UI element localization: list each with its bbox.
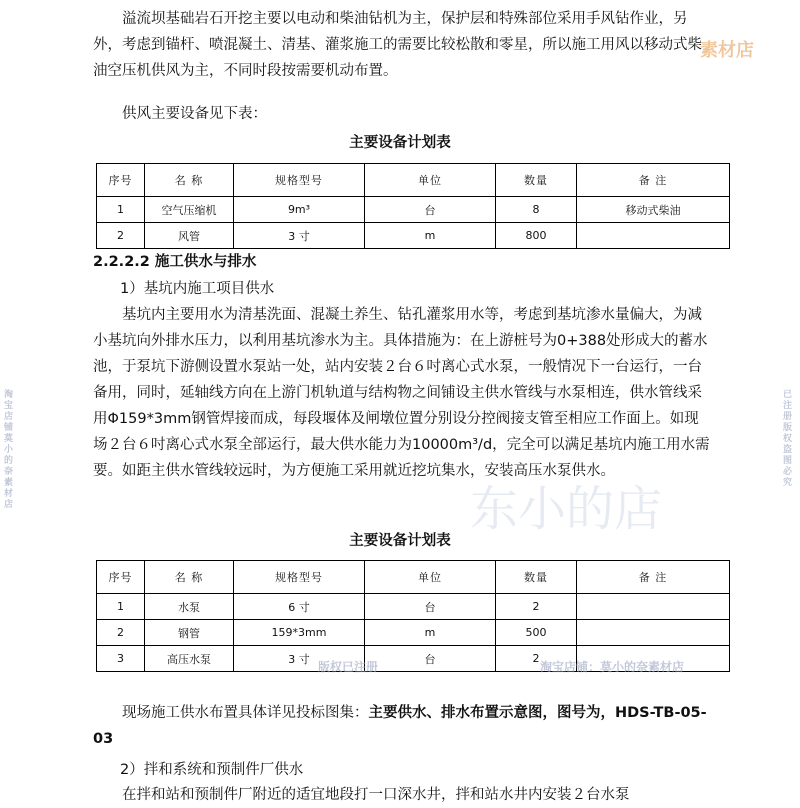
cell: 500: [496, 620, 577, 646]
cell: 3: [97, 646, 145, 672]
col-header: 数量: [496, 561, 577, 594]
col-header: 序号: [97, 561, 145, 594]
cell: m: [365, 620, 496, 646]
col-header: 单位: [365, 561, 496, 594]
table-header-row: [97, 164, 730, 197]
cell: 水泵: [145, 594, 234, 620]
reference-drawing-title: 主要供水、排水布置示意图，图号为，HDS-TB-05-03: [93, 705, 707, 747]
table-row: [97, 620, 730, 646]
cell: 2: [496, 594, 577, 620]
cell: 2: [97, 223, 145, 249]
table-header-row: [97, 561, 730, 594]
cell: 2: [496, 646, 577, 672]
paragraph-mixing-plant-supply: 在拌和站和预制件厂附近的适宜地段打一口深水井，拌和站水井内安装２台水泵: [122, 787, 630, 803]
equipment-table-water: [96, 560, 730, 672]
col-header: 单位: [365, 164, 496, 197]
cell: 钢管: [145, 620, 234, 646]
col-header: 数量: [496, 164, 577, 197]
cell: 2: [97, 620, 145, 646]
paragraph-air-supply: 溢流坝基础岩石开挖主要以电动和柴油钻机为主，保护层和特殊部位采用手风钻作业，另外，考虑到锚杆、喷混凝土、清基、灌浆施工的需要比较松散和零星，所以施工用风以移动式柴油空压机供风为主，不同时段按需要机动布置。: [93, 11, 702, 79]
cell: 空气压缩机: [145, 197, 234, 223]
cell: 1: [97, 594, 145, 620]
col-header: 备 注: [577, 164, 730, 197]
watermark-mid-1: 版权已注册: [318, 660, 379, 674]
watermark-mid-2: 淘宝店铺：莫小的奈素材店: [540, 660, 685, 674]
col-header: 规格型号: [234, 561, 365, 594]
cell: 159*3mm: [234, 620, 365, 646]
watermark-top: 素材店: [700, 40, 754, 61]
col-header: 名 称: [145, 164, 234, 197]
table-row: [97, 594, 730, 620]
cell: 6 寸: [234, 594, 365, 620]
cell: 台: [365, 646, 496, 672]
table-row: [97, 646, 730, 672]
watermark-side-left: 淘宝店铺 莫小的奈素材店: [4, 390, 14, 510]
cell: 3 寸: [234, 646, 365, 672]
table2-title: 主要设备计划表: [349, 533, 451, 549]
watermark-side-right: 已注册版权 盗图必究: [783, 390, 793, 488]
subsection-heading: 2）拌和系统和预制件厂供水: [120, 762, 304, 778]
equipment-table-air: [96, 163, 730, 249]
cell: 800: [496, 223, 577, 249]
col-header: 规格型号: [234, 164, 365, 197]
section-heading: 2.2.2.2 施工供水与排水: [93, 254, 257, 270]
cell: m: [365, 223, 496, 249]
cell: 1: [97, 197, 145, 223]
table-row: [97, 197, 730, 223]
cell: 8: [496, 197, 577, 223]
cell: [577, 620, 730, 646]
table1-title: 主要设备计划表: [349, 135, 451, 151]
cell: 台: [365, 594, 496, 620]
subsection-heading: 1）基坑内施工项目供水: [120, 281, 275, 297]
background-watermark: 东小的店: [470, 481, 663, 537]
cell: 台: [365, 197, 496, 223]
col-header: 名 称: [145, 561, 234, 594]
cell: 风管: [145, 223, 234, 249]
cell: [577, 223, 730, 249]
paragraph-pit-water-supply: 基坑内主要用水为清基洗面、混凝土养生、钻孔灌浆用水等，考虑到基坑渗水量偏大，为减小基坑向外排水压力，以利用基坑渗水为主。具体措施为：在上游桩号为0+388处形成大的蓄水池，于泵坑下游侧设置水泵站一处，站内安装２台６吋离心式水泵，一般情况下一台运行，一台备用，同时，延轴线方向在上游门机轨道与结构物之间铺设主供水管线与水泵相连，供水管线采用Φ159*3mm钢管焊接而成，每段堰体及闸墩位置分别设分控阀接支管至相应工作面上。如现场２台６吋离心式水泵全部运行，最大供水能力为10000m³/d，完全可以满足基坑内施工用水需要。如距主供水管线较远时，为方便施工采用就近挖坑集水，安装高压水泵供水。: [93, 307, 710, 479]
cell: [577, 646, 730, 672]
cell: 移动式柴油: [577, 197, 730, 223]
col-header: 序号: [97, 164, 145, 197]
paragraph-air-equipment-intro: 供风主要设备见下表：: [122, 106, 267, 122]
reference-text: 现场施工供水布置具体详见投标图集：: [122, 705, 369, 721]
table-row: [97, 223, 730, 249]
cell: 9m³: [234, 197, 365, 223]
cell: 高压水泵: [145, 646, 234, 672]
paragraph-layout-reference: [93, 700, 713, 752]
col-header: 备 注: [577, 561, 730, 594]
cell: 3 寸: [234, 223, 365, 249]
cell: [577, 594, 730, 620]
